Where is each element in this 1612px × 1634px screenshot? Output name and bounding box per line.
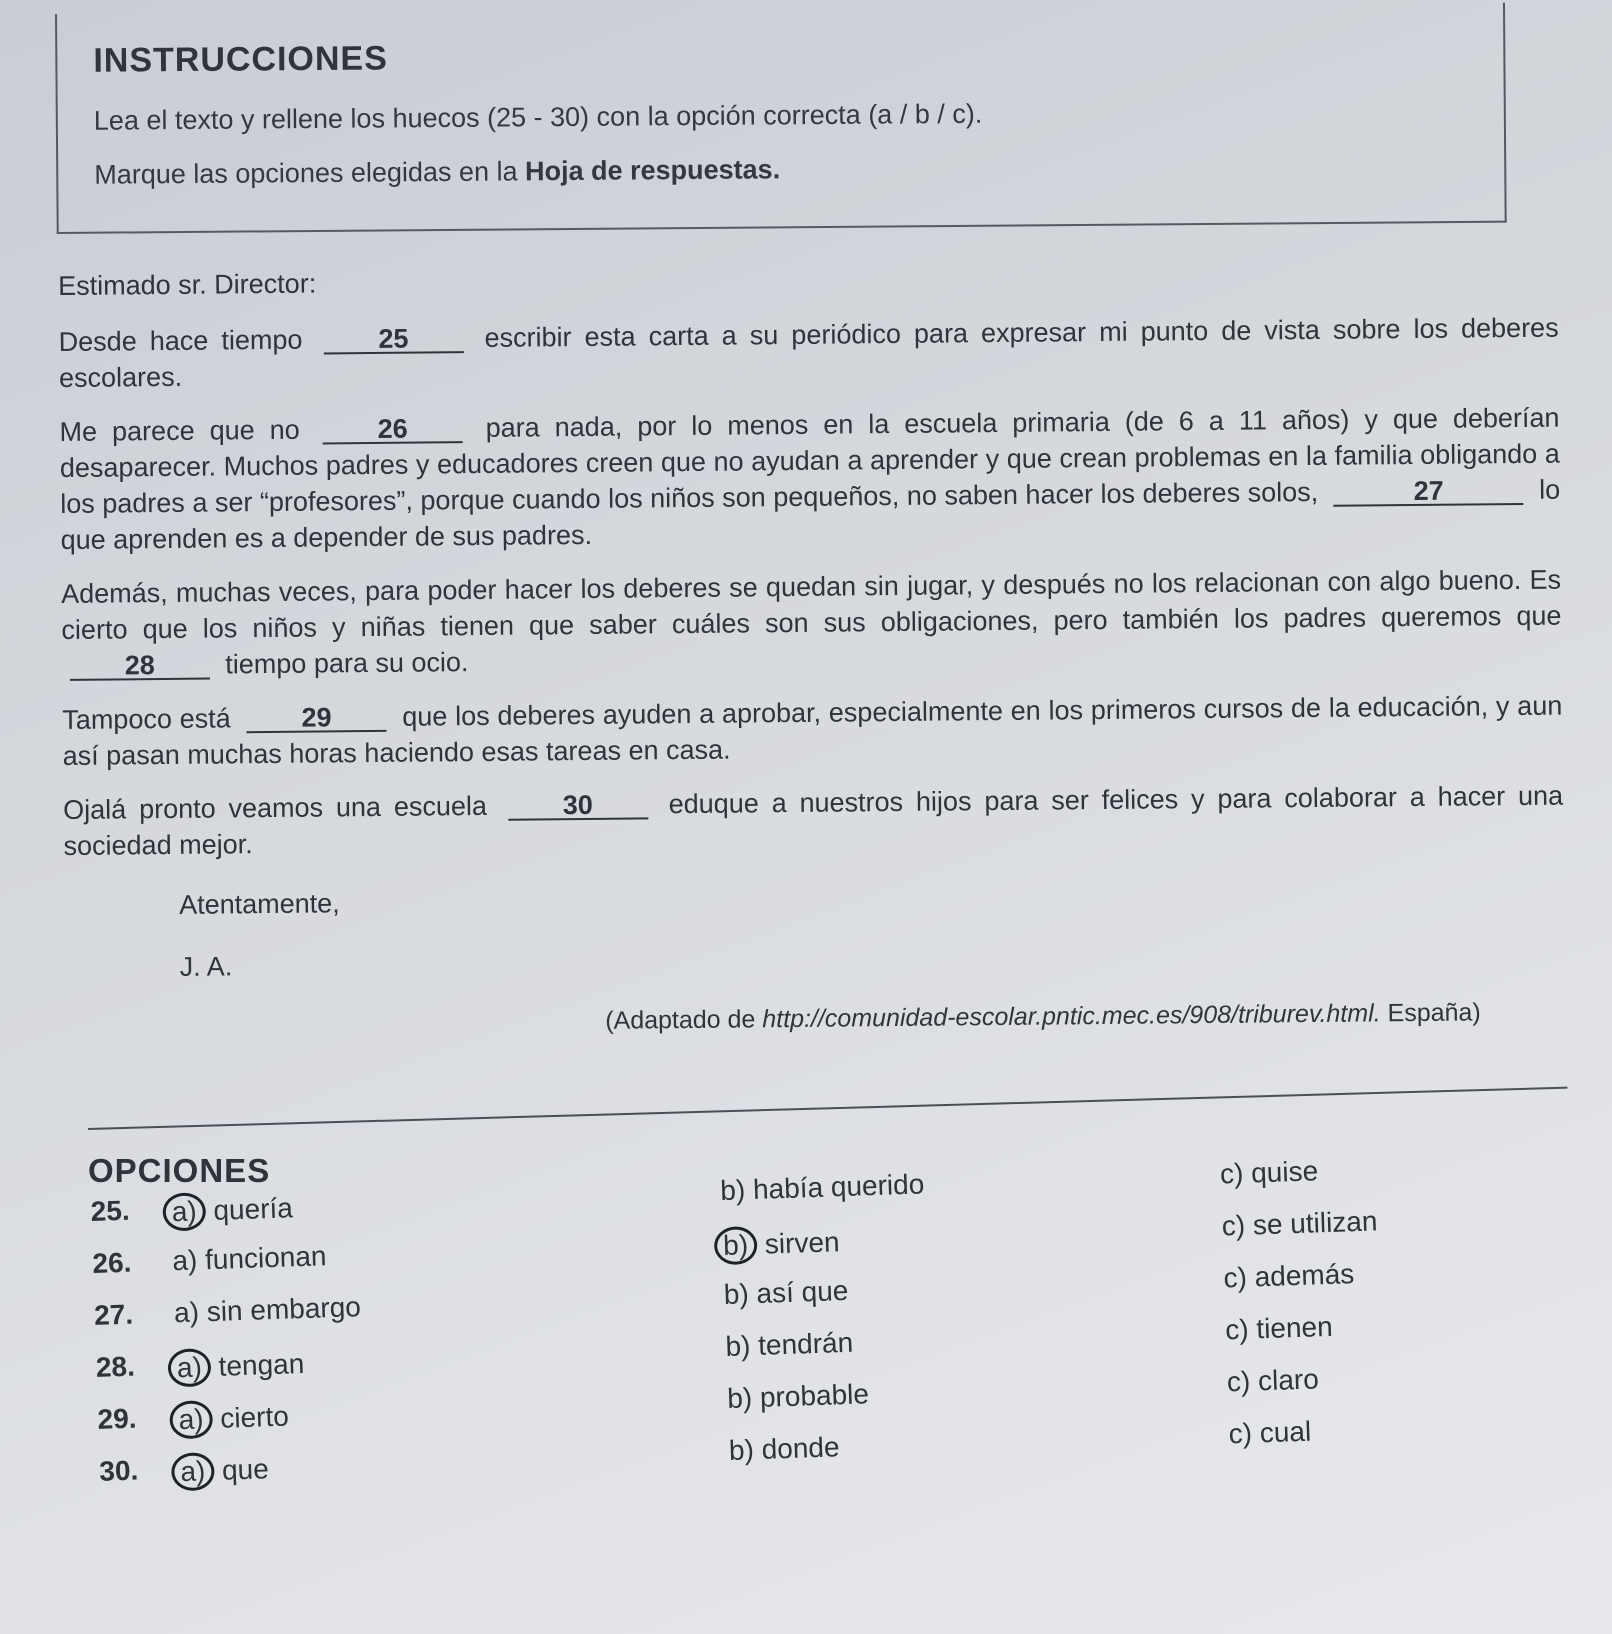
source-end: España)	[1380, 998, 1481, 1028]
option-number: 28.	[95, 1350, 136, 1383]
option-a-text: tengan	[218, 1348, 305, 1382]
option-c-text: quise	[1250, 1155, 1319, 1189]
option-c-text: claro	[1257, 1363, 1320, 1397]
letter-signature: J. A.	[179, 951, 233, 982]
option-b-text: tendrán	[757, 1326, 854, 1361]
instructions-line-2-text: Marque las opciones elegidas en la	[94, 156, 526, 190]
p5-end: eduque a nuestros hijos para ser felices y para colaborar a hacer una sociedad mejor.	[63, 780, 1564, 861]
option-c[interactable]	[1221, 1205, 1378, 1242]
gap-27: 27	[1334, 477, 1524, 507]
option-c[interactable]	[1223, 1258, 1355, 1294]
option-a-text: sin embargo	[206, 1291, 362, 1328]
circled-choice-marker: b)	[714, 1226, 758, 1265]
option-a[interactable]	[172, 1240, 327, 1277]
source-url: http://comunidad-escolar.pntic.mec.es/908/triburev.html.	[762, 999, 1381, 1034]
option-b-text: donde	[761, 1431, 841, 1465]
option-c-text: además	[1254, 1258, 1355, 1293]
p2-mid: para nada, por lo menos en la escuela primaria (de 6 a 11 años) y que deberían desaparecer. Muchos padres y educadores creen que no ayudan a aprender y que crean problemas en la familia obligando a los padres a ser “profesores”, porque cuando los niños son pequeños, no saben hacer los deberes solos,	[59, 402, 1560, 519]
source-start: (Adaptado de	[605, 1005, 763, 1035]
option-c-letter: c)	[1224, 1313, 1250, 1346]
option-number: 25.	[90, 1194, 131, 1227]
option-a[interactable]	[174, 1291, 362, 1329]
options-title: OPCIONES	[88, 1152, 271, 1189]
option-c-letter: c)	[1221, 1209, 1246, 1242]
answer-sheet-label: Hoja de respuestas.	[524, 154, 781, 187]
option-c-letter: c)	[1226, 1365, 1251, 1398]
option-a-letter: a)	[173, 1296, 200, 1329]
gap-29: 29	[246, 704, 386, 733]
option-number: 27.	[93, 1298, 134, 1331]
p3-end: tiempo para su ocio.	[225, 647, 469, 680]
option-a[interactable]	[175, 1345, 305, 1387]
options-divider	[88, 1087, 1567, 1130]
gap-26: 26	[323, 415, 463, 444]
option-c-letter: c)	[1223, 1261, 1248, 1294]
option-c[interactable]	[1220, 1155, 1319, 1190]
gap-25: 25	[323, 325, 463, 354]
circled-choice-marker: a)	[162, 1192, 206, 1231]
circled-choice-marker: a)	[171, 1452, 215, 1491]
instructions-line-2	[94, 154, 780, 190]
option-a-text: que	[221, 1453, 270, 1486]
letter-text	[58, 254, 1565, 1044]
instructions-title: INSTRUCCIONES	[93, 39, 388, 80]
option-b-text: había querido	[752, 1168, 925, 1206]
circled-choice-marker: a)	[167, 1348, 211, 1387]
option-c-letter: c)	[1228, 1417, 1253, 1450]
option-b-text: sirven	[764, 1226, 841, 1260]
option-c[interactable]	[1226, 1363, 1319, 1398]
option-b-text: así que	[755, 1274, 849, 1309]
options-list	[90, 1142, 1560, 1502]
option-b-letter: b)	[725, 1330, 751, 1363]
instructions-box	[55, 3, 1507, 234]
p4-start: Tampoco está	[62, 703, 231, 735]
circled-choice-marker: a)	[169, 1400, 213, 1439]
p3-start: Además, muchas veces, para poder hacer los deberes se quedan sin jugar, y después no los relacionan con algo bueno. Es cierto que los niños y niñas tienen que saber cuáles son sus obligaciones, pero también los padres queremos que	[60, 564, 1562, 645]
option-b[interactable]	[720, 1168, 925, 1207]
option-a[interactable]	[177, 1398, 289, 1440]
gap-28: 28	[70, 652, 210, 681]
option-c-letter: c)	[1219, 1157, 1244, 1190]
option-b[interactable]	[725, 1327, 854, 1363]
option-number: 30.	[98, 1454, 139, 1487]
source-citation	[605, 994, 1565, 1039]
option-b-letter: b)	[728, 1434, 755, 1466]
p5-start: Ojalá pronto veamos una escuela	[63, 790, 488, 825]
option-b-letter: b)	[726, 1382, 753, 1414]
paragraph-4	[62, 688, 1563, 774]
letter-greeting: Estimado sr. Director:	[58, 268, 317, 301]
option-a-text: quería	[212, 1192, 294, 1226]
option-c-text: tienen	[1255, 1310, 1334, 1345]
option-a[interactable]	[179, 1450, 270, 1491]
paragraph-5	[63, 778, 1564, 864]
paragraph-3	[61, 562, 1562, 684]
paragraph-2	[59, 400, 1560, 558]
option-b[interactable]	[722, 1223, 841, 1265]
p4-end: que los deberes ayuden a aprobar, especialmente en los primeros cursos de la educación, y aun así pasan muchas horas haciendo esas tareas en casa.	[62, 690, 1563, 771]
option-b[interactable]	[728, 1431, 840, 1467]
option-c[interactable]	[1225, 1311, 1333, 1347]
option-number: 26.	[91, 1246, 132, 1279]
option-c-text: cual	[1259, 1415, 1312, 1449]
option-c-text: se utilizan	[1252, 1205, 1378, 1241]
paragraph-1	[59, 310, 1560, 396]
option-a-text: cierto	[219, 1400, 290, 1434]
option-b[interactable]	[727, 1378, 870, 1415]
option-c[interactable]	[1228, 1416, 1312, 1451]
option-number: 29.	[97, 1402, 138, 1435]
gap-30: 30	[508, 791, 648, 820]
option-a-letter: a)	[171, 1244, 198, 1277]
instructions-line-1: Lea el texto y rellene los huecos (25 - 30) con la opción correcta (a / b / c).	[93, 98, 983, 136]
letter-closing: Atentamente,	[178, 888, 340, 920]
p2-end: lo que aprenden es a depender de sus padres.	[60, 474, 1561, 555]
p1-start: Desde hace tiempo	[58, 324, 303, 357]
p2-start: Me parece que no	[59, 414, 300, 447]
option-b-letter: b)	[719, 1174, 746, 1207]
option-b[interactable]	[723, 1275, 849, 1311]
p1-end: escribir esta carta a su periódico para expresar mi punto de vista sobre los deberes escolares.	[58, 312, 1559, 393]
option-a-text: funcionan	[204, 1240, 327, 1276]
option-b-letter: b)	[723, 1278, 750, 1311]
option-a[interactable]	[170, 1189, 293, 1231]
option-b-text: probable	[759, 1378, 870, 1413]
